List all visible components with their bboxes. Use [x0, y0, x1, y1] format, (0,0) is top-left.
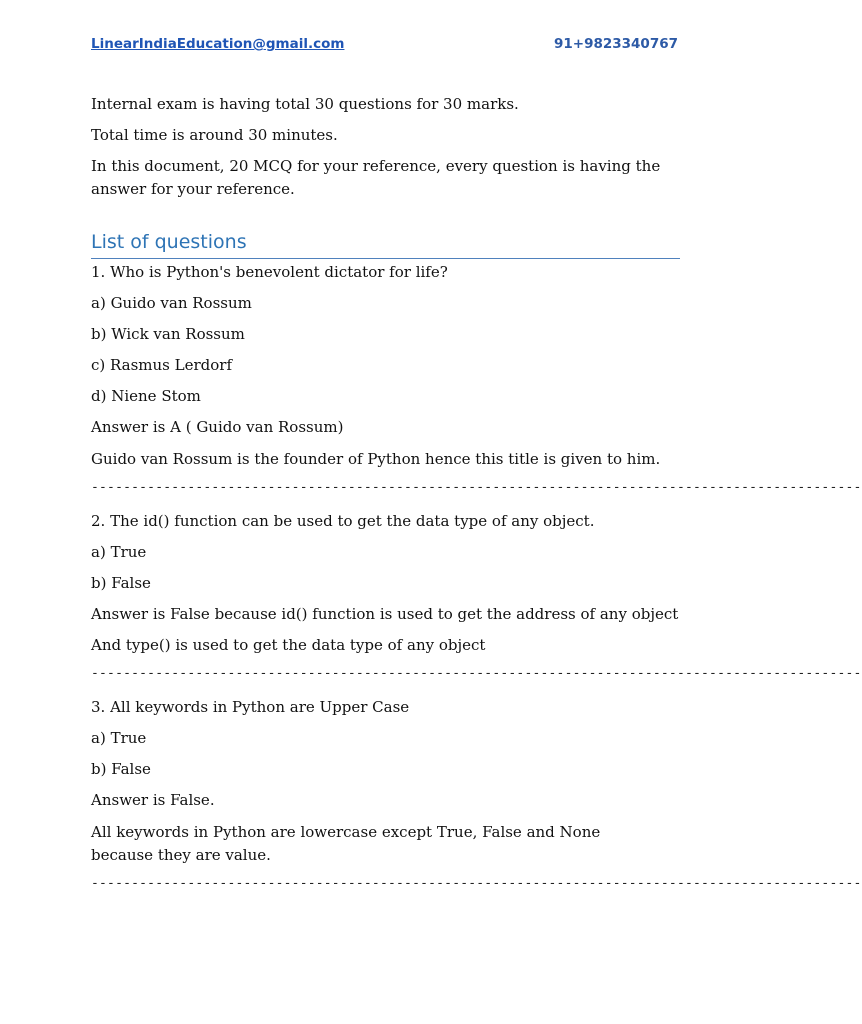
question-1-option-d: d) Niene Stom	[91, 387, 201, 405]
separator-3: ------------------------------------------------------------------------------------------------	[91, 876, 862, 891]
question-1-option-c: c) Rasmus Lerdorf	[91, 356, 233, 374]
intro-line-3: In this document, 20 MCQ for your reference, every question is having the answer for your reference.	[91, 157, 661, 198]
question-3-option-b: b) False	[91, 760, 151, 778]
question-3-option-a: a) True	[91, 729, 147, 747]
intro-line-1: Internal exam is having total 30 questions for 30 marks.	[91, 95, 519, 113]
separator-1: ------------------------------------------------------------------------------------------------	[91, 480, 862, 495]
question-2-answer: Answer is False because id() function is used to get the address of any object	[91, 605, 679, 623]
intro-line-2: Total time is around 30 minutes.	[91, 126, 338, 144]
page-header	[91, 36, 678, 58]
question-2-text: 2. The id() function can be used to get the data type of any object.	[91, 512, 595, 530]
question-3-answer: Answer is False.	[91, 791, 215, 809]
question-2-option-b: b) False	[91, 574, 151, 592]
question-2-option-a: a) True	[91, 543, 147, 561]
question-1-answer: Answer is A ( Guido van Rossum)	[91, 418, 344, 436]
question-3-text: 3. All keywords in Python are Upper Case	[91, 698, 410, 716]
section-heading: List of questions	[91, 228, 680, 259]
question-2-explanation: And type() is used to get the data type of any object	[91, 636, 486, 654]
phone-number: 91+9823340767	[553, 36, 678, 52]
question-1-text: 1. Who is Python's benevolent dictator for life?	[91, 263, 448, 281]
email-link[interactable]: LinearIndiaEducation@gmail.com	[91, 36, 345, 52]
question-1-option-a: a) Guido van Rossum	[91, 294, 252, 312]
question-3-explanation: All keywords in Python are lowercase except True, False and None because they are value.	[91, 823, 601, 864]
separator-2: ------------------------------------------------------------------------------------------------	[91, 666, 862, 681]
question-1-explanation: Guido van Rossum is the founder of Python hence this title is given to him.	[91, 450, 661, 468]
question-1-option-b: b) Wick van Rossum	[91, 325, 245, 343]
